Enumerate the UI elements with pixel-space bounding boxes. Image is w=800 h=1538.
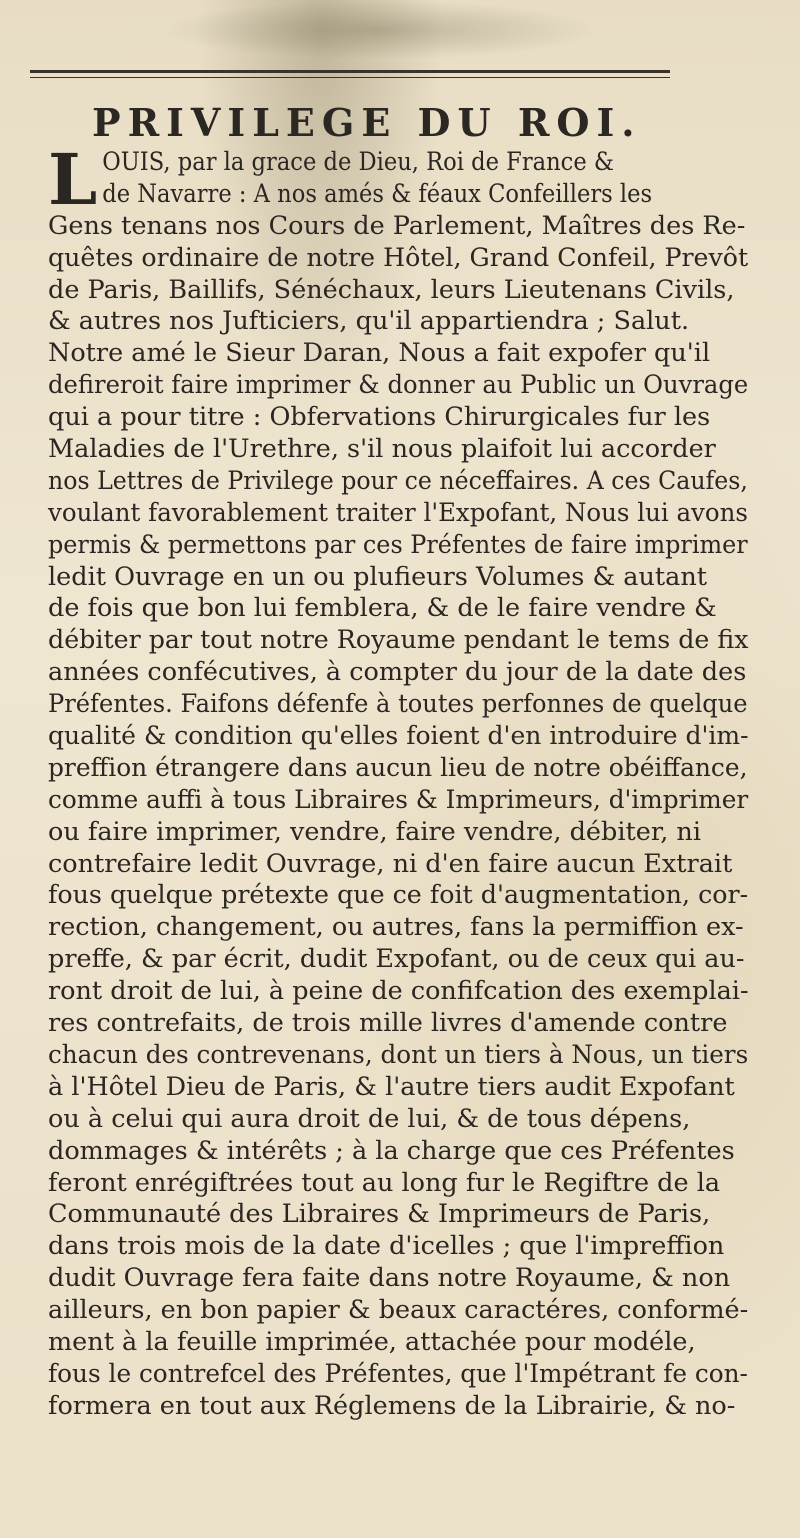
text-line: voulant favorablement traiter l'Expofant, Nous lui avons — [48, 497, 748, 528]
paper-stain — [160, 0, 600, 60]
text-line: ailleurs, en bon papier & beaux caractéres, conformé- — [48, 1295, 749, 1326]
text-line: feront enrégiftrées tout au long fur le Regiftre de la — [48, 1167, 721, 1198]
text-line: fous le contrefcel des Préfentes, que l'Impétrant fe con- — [48, 1358, 748, 1389]
text-line: Communauté des Libraires & Imprimeurs de Paris, — [48, 1199, 711, 1230]
text-line: de Navarre : A nos amés & féaux Confeillers les — [102, 178, 653, 209]
text-line: de Paris, Baillifs, Sénéchaux, leurs Lieutenans Civils, — [48, 274, 735, 305]
page-title: PRIVILEGE DU ROI. — [92, 100, 642, 145]
privilege-text — [48, 138, 749, 1423]
text-line: Préfentes. Faifons défenfe à toutes perfonnes de quelque — [48, 689, 748, 720]
text-line: & autres nos Jufticiers, qu'il appartiendra ; Salut. — [48, 306, 690, 337]
text-line: formera en tout aux Réglemens de la Librairie, & no- — [48, 1390, 736, 1421]
text-line: defireroit faire imprimer & donner au Public un Ouvrage — [48, 370, 749, 401]
text-line: res contrefaits, de trois mille livres d'amende contre — [48, 1008, 728, 1039]
text-line: ront droit de lui, à peine de confifcation des exemplai- — [48, 976, 749, 1007]
text-line: preffion étrangere dans aucun lieu de notre obéiffance, — [48, 752, 748, 783]
text-line: OUIS, par la grace de Dieu, Roi de France & — [102, 147, 614, 177]
text-line: chacun des contrevenans, dont un tiers à Nous, un tiers — [48, 1039, 749, 1070]
text-line: Gens tenans nos Cours de Parlement, Maîtres des Re- — [48, 210, 746, 241]
text-line: dudit Ouvrage fera faite dans notre Royaume, & non — [48, 1263, 731, 1294]
text-line: quêtes ordinaire de notre Hôtel, Grand Confeil, Prevôt — [48, 242, 749, 273]
text-line: Notre amé le Sieur Daran, Nous a fait expofer qu'il — [48, 338, 711, 369]
text-line: contrefaire ledit Ouvrage, ni d'en faire aucun Extrait — [48, 848, 733, 879]
text-line: dommages & intérêts ; à la charge que ces Préfentes — [48, 1135, 735, 1166]
text-line: nos Lettres de Privilege pour ce néceffaires. A ces Caufes, — [48, 465, 748, 496]
text-line: ou à celui qui aura droit de lui, & de tous dépens, — [48, 1103, 691, 1134]
text-line: fous quelque prétexte que ce foit d'augmentation, cor- — [48, 880, 749, 911]
header-rule — [30, 70, 670, 78]
text-line: rection, changement, ou autres, fans la permiffion ex- — [48, 912, 744, 943]
text-line: ment à la feuille imprimée, attachée pour modéle, — [48, 1326, 696, 1357]
text-line: débiter par tout notre Royaume pendant le tems de fix — [48, 625, 749, 656]
text-line: qui a pour titre : Obfervations Chirurgicales fur les — [48, 402, 711, 433]
text-line: ou faire imprimer, vendre, faire vendre, débiter, ni — [48, 816, 702, 847]
text-line: qualité & condition qu'elles foient d'en introduire d'im- — [48, 721, 749, 752]
text-line: dans trois mois de la date d'icelles ; que l'impreffion — [48, 1231, 725, 1262]
text-line: ledit Ouvrage en un ou plufieurs Volumes & autant — [48, 561, 708, 592]
text-line: preffe, & par écrit, dudit Expofant, ou de ceux qui au- — [48, 944, 745, 975]
text-line: Maladies de l'Urethre, s'il nous plaifoit lui accorder — [48, 434, 716, 465]
text-line: à l'Hôtel Dieu de Paris, & l'autre tiers audit Expofant — [48, 1071, 735, 1102]
drop-cap: L — [48, 138, 98, 221]
text-line: de fois que bon lui femblera, & de le faire vendre & — [48, 593, 717, 624]
text-line: comme auffi à tous Libraires & Imprimeurs, d'imprimer — [48, 784, 749, 815]
text-line: permis & permettons par ces Préfentes de faire imprimer — [48, 529, 748, 560]
text-line: années confécutives, à compter du jour de la date des — [48, 657, 747, 688]
